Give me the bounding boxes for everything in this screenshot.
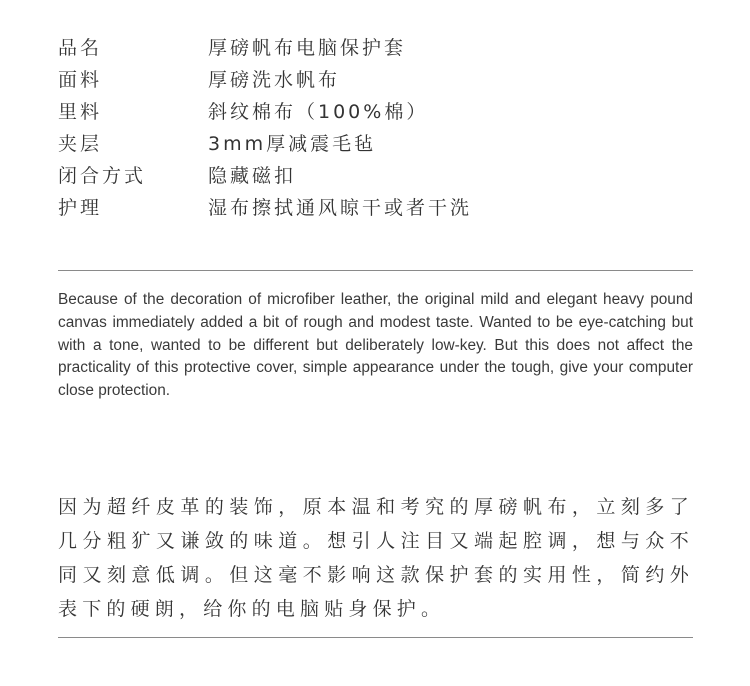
spec-label: 里料: [58, 100, 103, 123]
spec-label: 面料: [58, 68, 103, 91]
spec-value: 厚磅洗水帆布: [208, 68, 341, 91]
spec-row-interlayer: [58, 126, 698, 158]
spec-row-care: [58, 190, 698, 222]
divider-bottom: [58, 637, 693, 638]
spec-label: 闭合方式: [58, 164, 147, 187]
spec-value: 3mm厚减震毛毡: [208, 132, 377, 155]
spec-row-closure: [58, 158, 698, 190]
spec-label: 护理: [58, 196, 103, 219]
spec-value: 斜纹棉布（100%棉）: [208, 100, 429, 123]
spec-value: 隐藏磁扣: [208, 164, 297, 187]
chinese-description: 因为超纤皮革的装饰，原本温和考究的厚磅帆布，立刻多了几分粗犷又谦敛的味道。想引人注目又端起腔调，想与众不同又刻意低调。但这毫不影响这款保护套的实用性，简约外表下的硬朗，给你的电脑贴身保护。: [58, 496, 694, 620]
spec-value: 湿布擦拭通风晾干或者干洗: [208, 196, 473, 219]
spec-row-name: [58, 30, 698, 62]
spec-value: 厚磅帆布电脑保护套: [208, 36, 407, 59]
spec-row-lining: [58, 94, 698, 126]
spec-table: [58, 30, 698, 222]
divider-top: [58, 270, 693, 271]
spec-row-outer-fabric: [58, 62, 698, 94]
spec-label: 品名: [58, 36, 103, 59]
spec-label: 夹层: [58, 132, 103, 155]
english-description: Because of the decoration of microfiber leather, the original mild and elegant heavy pound canvas immediately added a bit of rough and modest taste. Wanted to be eye-catching but with a tone, wanted to be different but deliberately low-key. But this does not affect the practicality of this protective cover, simple appearance under the tough, give your computer close protection.: [58, 291, 693, 400]
